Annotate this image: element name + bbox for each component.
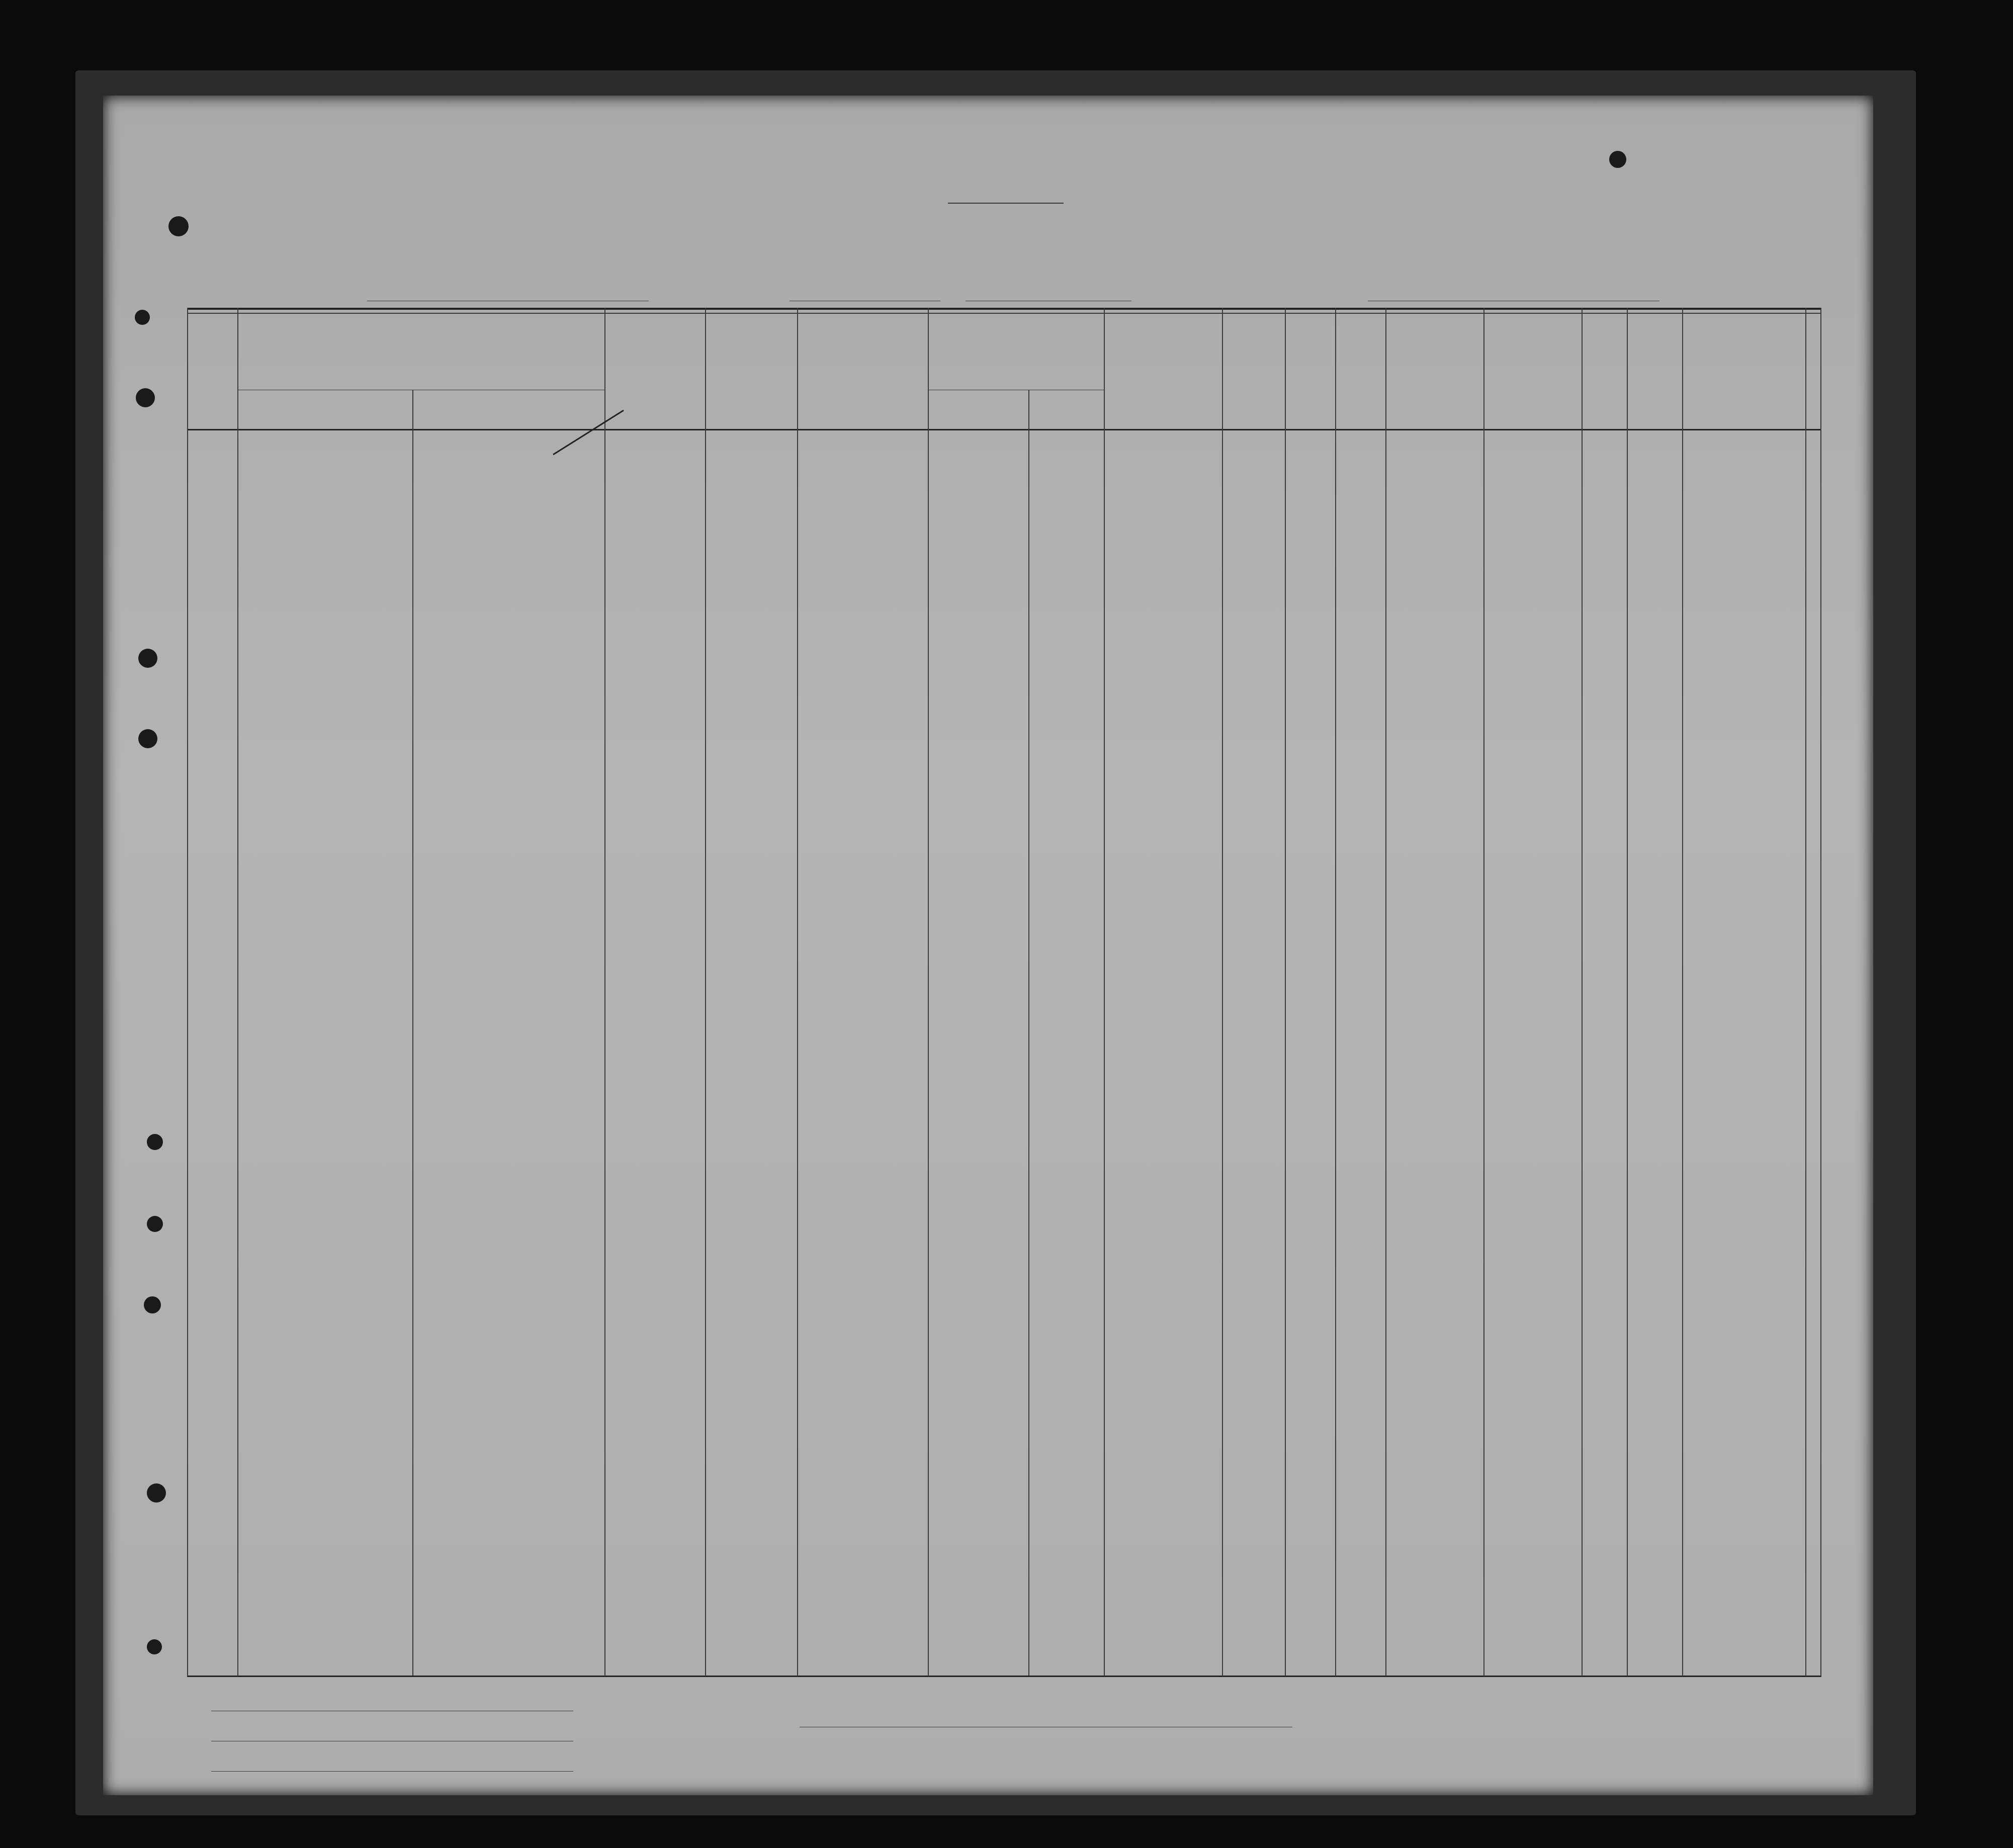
check-mark xyxy=(553,410,624,455)
